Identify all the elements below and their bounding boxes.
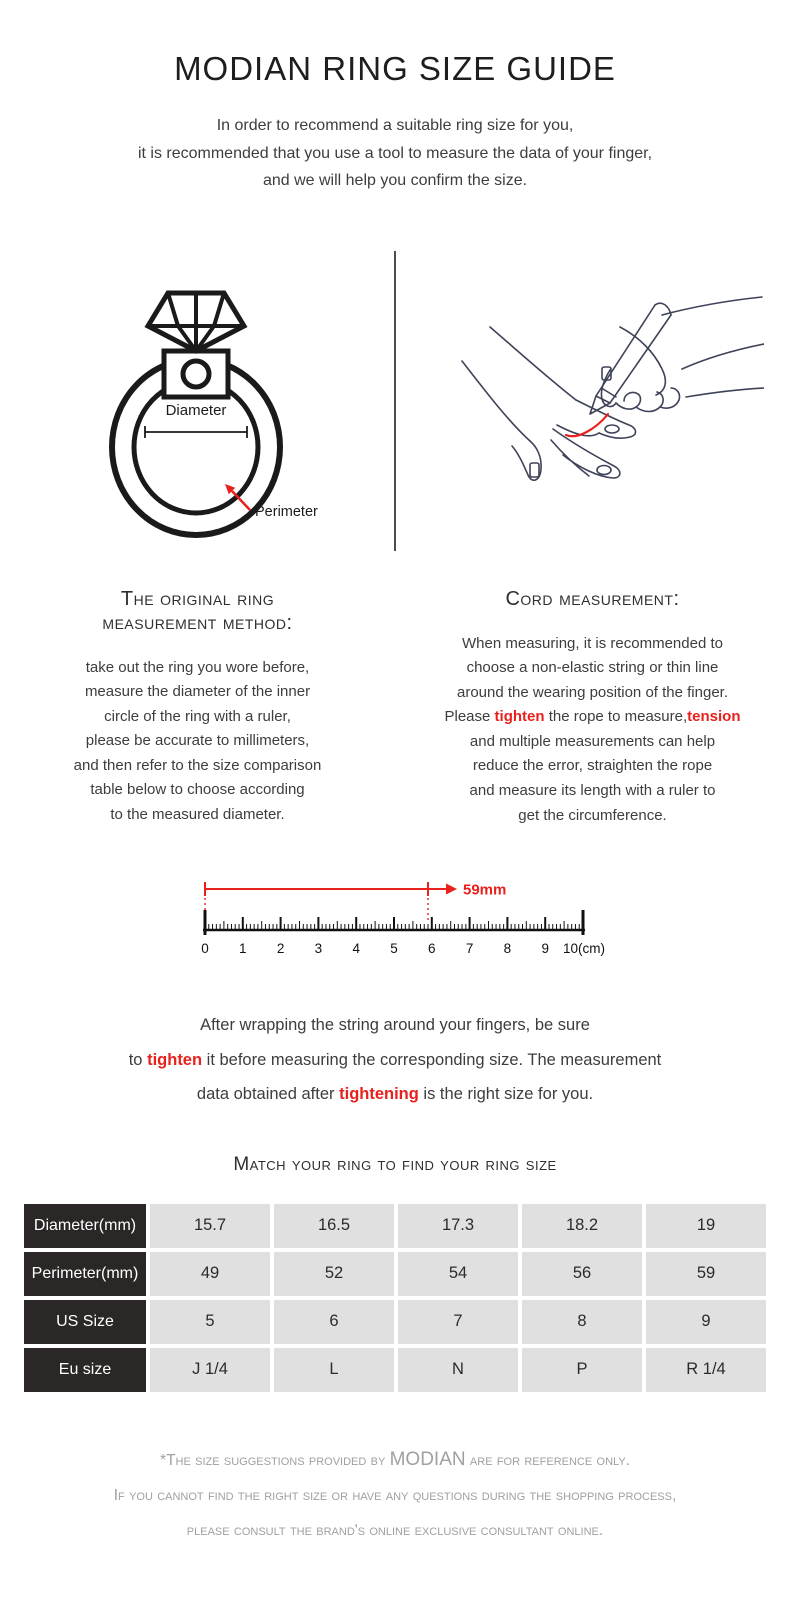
table-cell: N (398, 1348, 518, 1392)
text-segment: Please (444, 708, 495, 726)
table-cell: 9 (646, 1300, 766, 1344)
ruler-ticks (205, 917, 583, 930)
diameter-label: Diameter (165, 401, 227, 419)
body-line: and measure its length with a ruler to (469, 782, 716, 800)
heading-line: Cord measurement: (505, 587, 680, 610)
ruler-number: 3 (314, 941, 323, 957)
body-line: table below to choose according (90, 781, 305, 799)
table-cell: P (522, 1348, 642, 1392)
table-cell: 56 (522, 1252, 642, 1296)
intro-line: In order to recommend a suitable ring size for you, (216, 117, 574, 134)
body-line: get the circumference. (518, 806, 667, 824)
body-line: and then refer to the size comparison (73, 756, 322, 774)
table-cell: 5 (150, 1300, 270, 1344)
body-line: please be accurate to millimeters, (85, 732, 310, 750)
ruler-number: 5 (390, 941, 398, 957)
ruler-number: 2 (276, 941, 285, 957)
body-line: to the measured diameter. (110, 806, 285, 824)
table-cell: 15.7 (150, 1204, 270, 1248)
disclaimer-line: If you cannot find the right size or have any questions during the shopping process, (113, 1486, 677, 1504)
brand-name: MODIAN (389, 1448, 466, 1470)
intro-line: it is recommended that you use a tool to measure the data of your finger, (137, 144, 653, 162)
table-row-perimeter (24, 1252, 766, 1296)
table-cell: 6 (274, 1300, 394, 1344)
text-segment: are for reference only. (465, 1451, 630, 1469)
row-label-cell: US Size (24, 1300, 146, 1344)
body-line: take out the ring you wore before, (85, 658, 310, 676)
highlight-tension: tension (687, 708, 741, 726)
illustration-row (0, 229, 790, 554)
ruler-number: 7 (465, 941, 474, 957)
table-cell: 8 (522, 1300, 642, 1344)
body-line: choose a non-elastic string or thin line (466, 659, 719, 677)
measurement-methods (0, 587, 790, 829)
disclaimer-line: please consult the brand's online exclusive consultant online. (186, 1521, 604, 1539)
page-title: MODIAN RING SIZE GUIDE (174, 50, 616, 87)
table-cell: 16.5 (274, 1204, 394, 1248)
intro-line: and we will help you confirm the size. (262, 172, 528, 189)
cord-measurement-column (395, 587, 790, 829)
table-cell: 18.2 (522, 1204, 642, 1248)
text-segment: it before measuring the corresponding size. The measurement (202, 1050, 662, 1069)
ruler-number: 10(cm) (562, 941, 606, 957)
table-cell: R 1/4 (646, 1348, 766, 1392)
arrow-head-icon (446, 884, 457, 895)
diameter-measure-line (145, 426, 247, 438)
table-row-diameter (24, 1204, 766, 1248)
table-row-eu-size (24, 1348, 766, 1392)
table-cell: 49 (150, 1252, 270, 1296)
text-segment: data obtained after (196, 1085, 340, 1104)
body-line: and multiple measurements can help (469, 732, 716, 750)
ring-size-table (20, 1200, 770, 1396)
highlight-tightening: tightening (339, 1085, 419, 1104)
ring-mount-hole (183, 361, 209, 387)
heading-line: The original ring (120, 587, 275, 610)
row-label-cell: Perimeter(mm) (24, 1252, 146, 1296)
row-label-cell: Diameter(mm) (24, 1204, 146, 1248)
heading-line: measurement method: (102, 611, 293, 634)
ruler-annotation: 59mm (463, 881, 507, 899)
red-mark-line (566, 414, 608, 436)
body-line: reduce the error, straighten the rope (472, 757, 713, 775)
perimeter-label: Perimeter (255, 503, 318, 520)
ruler-measure-arrow (205, 882, 446, 896)
hand-sketch (424, 257, 764, 537)
vertical-divider (394, 251, 396, 551)
body-line: around the wearing position of the finger. (456, 683, 729, 701)
table-row-us-size (24, 1300, 766, 1344)
table-cell: 54 (398, 1252, 518, 1296)
text-segment: *The size suggestions provided by (160, 1451, 390, 1469)
ruler-number: 4 (352, 941, 360, 957)
body-line: circle of the ring with a ruler, (104, 707, 291, 725)
ruler-number: 8 (503, 941, 512, 957)
highlight-tighten: tighten (147, 1050, 203, 1069)
pen-hand (590, 297, 764, 414)
text-segment: to (128, 1050, 148, 1069)
disclaimer-line (0, 1442, 790, 1478)
table-cell: 17.3 (398, 1204, 518, 1248)
cord-measurement-heading (395, 587, 790, 611)
ruler-number: 9 (541, 941, 549, 957)
ruler-number: 6 (428, 941, 436, 957)
ring-diagram (55, 229, 345, 559)
table-cell: L (274, 1348, 394, 1392)
original-ring-method-heading (0, 587, 395, 635)
note-line (0, 1043, 790, 1078)
table-cell: 19 (646, 1204, 766, 1248)
row-label-cell: Eu size (24, 1348, 146, 1392)
string-measure-note (0, 1008, 790, 1112)
table-cell: 59 (646, 1252, 766, 1296)
table-cell: 52 (274, 1252, 394, 1296)
ruler-number: 0 (201, 941, 209, 957)
highlight-tighten: tighten (494, 708, 545, 726)
table-cell: J 1/4 (150, 1348, 270, 1392)
ruler-diagram (180, 856, 610, 961)
cord-measurement-body (395, 632, 790, 829)
ruler-numbers (201, 941, 605, 956)
intro-text (0, 112, 790, 195)
disclaimer (0, 1442, 790, 1548)
ruler-number: 1 (239, 941, 247, 957)
body-line: measure the diameter of the inner (84, 683, 311, 701)
original-ring-method-column (0, 587, 395, 829)
diamond-icon (148, 293, 244, 351)
text-segment: the rope to measure, (544, 708, 688, 726)
text-segment: is the right size for you. (418, 1085, 594, 1104)
body-line (395, 705, 790, 730)
table-cell: 7 (398, 1300, 518, 1344)
note-line (0, 1077, 790, 1112)
size-table-heading: Match your ring to find your ring size (233, 1153, 557, 1175)
body-line: When measuring, it is recommended to (462, 634, 723, 652)
note-line: After wrapping the string around your fingers, be sure (200, 1016, 590, 1035)
original-ring-method-body (0, 656, 395, 828)
